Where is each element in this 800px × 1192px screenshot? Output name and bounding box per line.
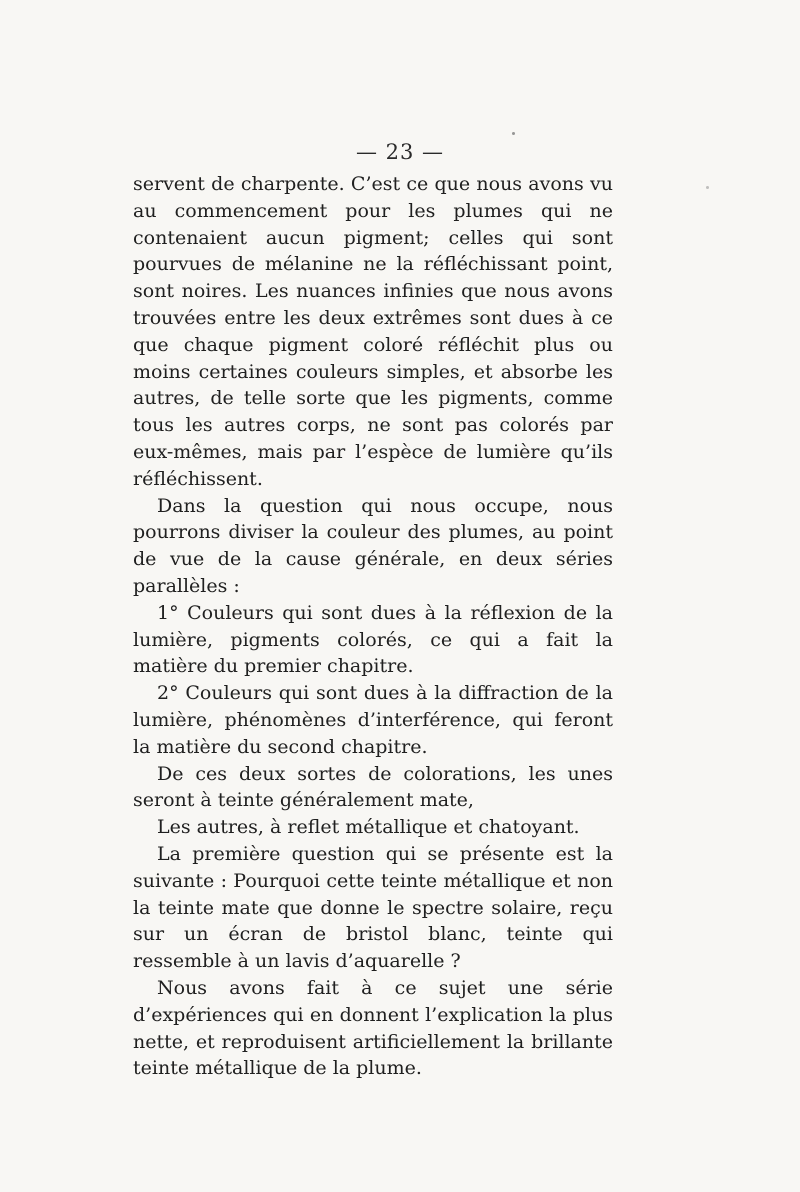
paragraph: 1° Couleurs qui sont dues à la réflexion de la lumière, pigments colorés, ce qui a fait la matière du premier chapitre. — [133, 601, 613, 678]
speck — [512, 132, 515, 135]
paragraph: Les autres, à reflet métallique et chatoyant. — [157, 816, 580, 839]
paragraph: servent de charpente. C’est ce que nous avons vu au commencement pour les plumes qui ne contenaient aucun pigment; celles qui sont pourvues de mélanine ne la réfléchissant point, sont noires. Les nuances infinies que nous avons trouvées entre les deux extrêmes sont dues à ce que chaque pigment coloré réfléchit plus ou moins certaines couleurs simples, et absorbe les autres, de telle sorte que les pigments, comme tous les autres corps, ne sont pas colorés par eux-mêmes, mais par l’espèce de lumière qu’ils réfléchissent. — [133, 173, 613, 490]
body-text — [133, 171, 613, 1082]
paragraph: Nous avons fait à ce sujet une série d’expériences qui en donnent l’explication la plus nette, et reproduisent artificiellement la brillante teinte métallique de la plume. — [133, 976, 613, 1080]
paragraph: 2° Couleurs qui sont dues à la diffraction de la lumière, phénomènes d’interférence, qui feront la matière du second chapitre. — [133, 682, 613, 758]
paragraph: Dans la question qui nous occupe, nous pourrons diviser la couleur des plumes, au point de vue de la cause générale, en deux séries parallèles : — [133, 494, 613, 597]
speck — [706, 186, 709, 189]
paragraph: La première question qui se présente est la suivante : Pourquoi cette teinte métallique et non la teinte mate que donne le spectre solaire, reçu sur un écran de bristol blanc, teinte qui ressemble à un lavis d’aquarelle ? — [133, 842, 613, 973]
page-number: — 23 — — [355, 140, 445, 164]
paragraph: De ces deux sortes de colorations, les unes seront à teinte généralement mate, — [133, 762, 613, 812]
